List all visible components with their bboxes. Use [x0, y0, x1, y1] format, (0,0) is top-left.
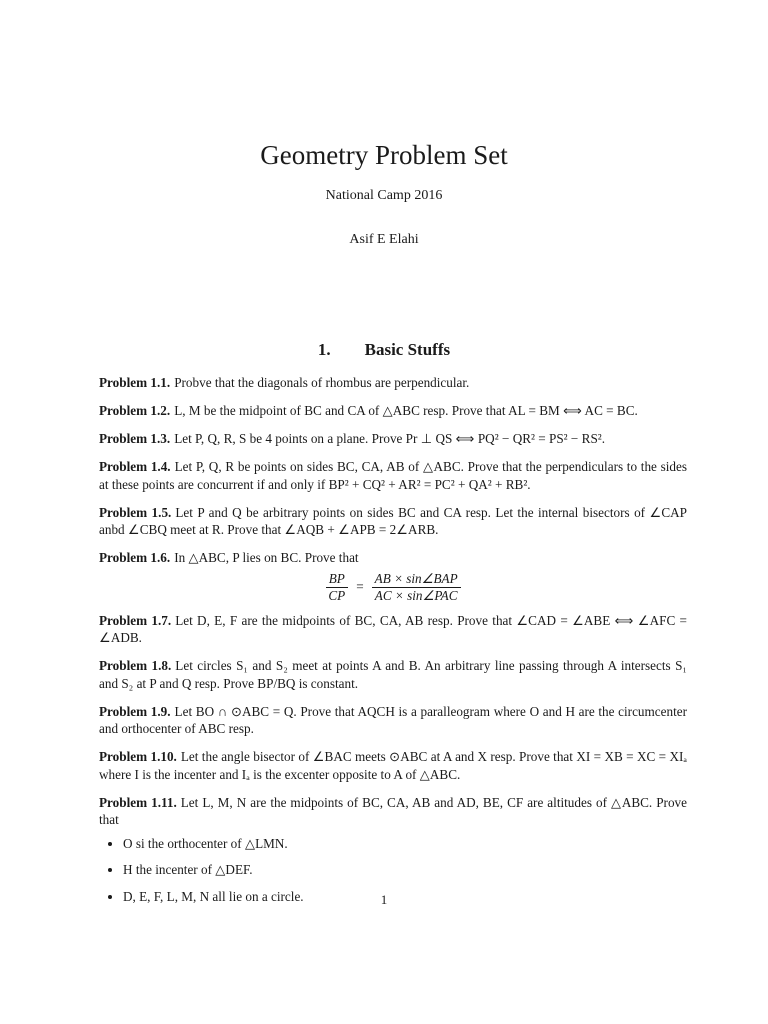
problem-text: In △ABC, P lies on BC. Prove that: [174, 550, 359, 565]
problem-text: Let P, Q, R, S be 4 points on a plane. Prove Pr ⊥ QS ⟺ PQ² − QR² = PS² − RS².: [174, 431, 606, 446]
list-item: • O si the orthocenter of △LMN.: [123, 835, 687, 853]
fraction-rhs: [372, 571, 461, 604]
problem-1-7: [99, 612, 687, 647]
document-author: Asif E Elahi: [349, 232, 419, 247]
problem-1-8: [99, 657, 687, 692]
section-title: Basic Stuffs: [364, 340, 451, 359]
document-subtitle: National Camp 2016: [325, 188, 443, 203]
problem-1-4: [99, 458, 687, 493]
problem-text: Let D, E, F are the midpoints of BC, CA, AB resp. Prove that ∠CAD = ∠ABE ⟺ ∠AFC = ∠ADB.: [99, 612, 687, 645]
equals-sign: =: [356, 579, 364, 595]
fraction-numerator: AB × sin∠BAP: [372, 571, 461, 588]
problem-list: [99, 374, 687, 914]
problem-label: Problem 1.5.: [99, 504, 172, 520]
list-item: • D, E, F, L, M, N all lie on a circle.: [123, 888, 687, 906]
problem-label: Problem 1.1.: [99, 375, 171, 390]
problem-text: Probve that the diagonals of rhombus are perpendicular.: [174, 375, 470, 390]
section-number: 1.: [317, 340, 331, 359]
problem-label: Problem 1.3.: [99, 431, 171, 446]
problem-1-2: [99, 402, 687, 420]
problem-label: Problem 1.4.: [99, 459, 171, 474]
problem-1-11: [99, 794, 687, 829]
problem-1-5: [99, 504, 687, 539]
list-item: • H the incenter of △DEF.: [123, 861, 687, 879]
problem-text: L, M be the midpoint of BC and CA of △ABC resp. Prove that AL = BM ⟺ AC = BC.: [174, 403, 638, 418]
page-number: 1: [380, 892, 388, 907]
fraction-denominator: CP: [328, 587, 346, 603]
problem-text: Let P, Q, R be points on sides BC, CA, AB of △ABC. Prove that the perpendiculars to the sides at these points are concurrent if and only if BP² + CQ² + AR² = PC² + QA² + RB².: [99, 459, 687, 492]
problem-text: Let P and Q be arbitrary points on sides BC and CA resp. Let the internal bisectors of ∠CAP anbd ∠CBQ meet at R. Prove that ∠AQB + ∠APB = 2∠ARB.: [99, 504, 687, 537]
problem-text: Let L, M, N are the midpoints of BC, CA, AB and AD, BE, CF are altitudes of △ABC. Prove that: [99, 794, 687, 827]
problem-label: Problem 1.7.: [99, 612, 172, 628]
fraction-numerator: BP: [326, 571, 348, 588]
fraction-lhs: [325, 571, 348, 604]
problem-text: Let circles S₁ and S₂ meet at points A and B. An arbitrary line passing through A intersects S₁ and S₂ at P and Q resp. Prove BP/BQ is constant.: [99, 658, 688, 691]
problem-label: Problem 1.2.: [99, 403, 171, 418]
fraction-denominator: AC × sin∠PAC: [374, 587, 458, 603]
problem-label: Problem 1.11.: [99, 794, 177, 810]
problem-1-10: [99, 748, 687, 783]
problem-label: Problem 1.8.: [99, 658, 172, 673]
problem-1-9: [99, 703, 687, 738]
problem-1-6: [99, 549, 687, 567]
problem-1-3: [99, 430, 687, 448]
problem-text: Let BO ∩ ⊙ABC = Q. Prove that AQCH is a paralleogram where O and H are the circumcenter and orthocenter of ABC resp.: [99, 703, 687, 736]
problem-text: Let the angle bisector of ∠BAC meets ⊙ABC at A and X resp. Prove that XI = XB = XC = XIₐ where I is the incenter and Iₐ is the excenter opposite to A of △ABC.: [99, 749, 687, 782]
document-title: Geometry Problem Set: [260, 140, 508, 170]
problem-label: Problem 1.10.: [99, 749, 177, 764]
problem-label: Problem 1.9.: [99, 703, 171, 719]
formula-1-6: [99, 571, 687, 604]
problem-1-1: [99, 374, 687, 392]
section-heading: [0, 340, 768, 360]
problem-label: Problem 1.6.: [99, 550, 171, 565]
